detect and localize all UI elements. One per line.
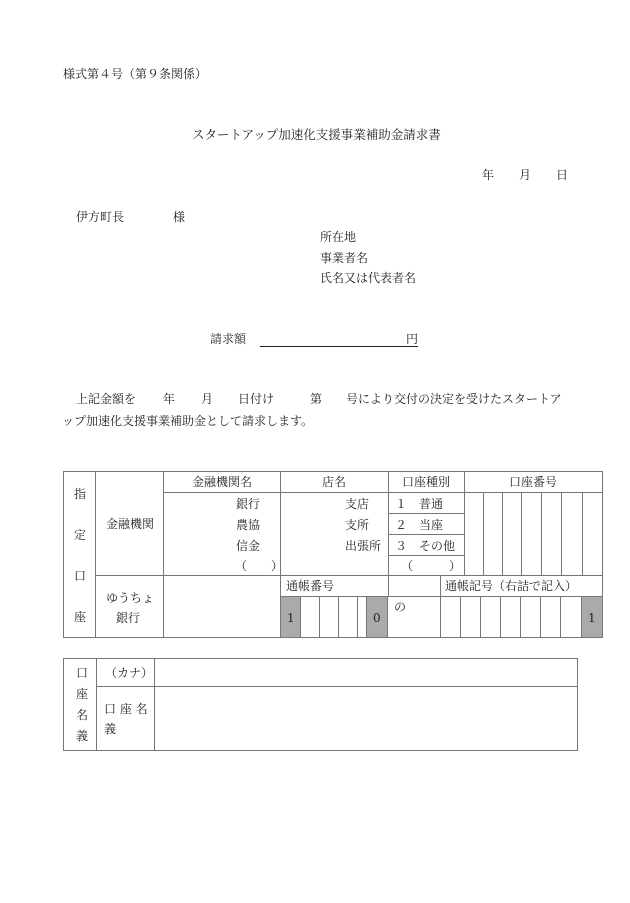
holder-side-label-4: 義 (76, 729, 89, 743)
holder-label-line2: 義 (104, 722, 117, 736)
body-part1: 上記金額を (76, 392, 137, 406)
branch-type-office: 出張所 (345, 539, 382, 553)
yucho-label-1: ゆうちょ (106, 591, 155, 605)
passbook-last-digit: 1 (588, 611, 596, 625)
passbook-number-label: 通帳番号 (286, 579, 335, 593)
holder-side-label-3: 名 (76, 708, 89, 722)
yucho-label-2: 銀行 (116, 611, 141, 625)
institution-type-agri: 農協 (236, 518, 261, 532)
side-label-2: 定 (74, 528, 87, 542)
institution-label: 金融機関 (106, 517, 155, 531)
amount-label: 請求額 (210, 332, 247, 346)
holder-side-label-2: 座 (76, 687, 89, 701)
amount-unit: 円 (406, 332, 419, 346)
body-part2: 年 (163, 392, 176, 406)
date-year: 年 (482, 168, 495, 182)
side-label-3: 口 (74, 569, 87, 583)
date-day: 日 (556, 168, 569, 182)
kana-input-area[interactable] (156, 660, 576, 685)
form-number: 様式第４号（第９条関係） (63, 67, 208, 81)
body-part5: 第 (310, 392, 323, 406)
business-name-label: 事業者名 (320, 251, 369, 265)
institution-type-other: （ ） (235, 559, 284, 573)
body-line2: ップ加速化支援事業補助金として請求します。 (62, 414, 314, 428)
institution-type-bank: 銀行 (236, 497, 261, 511)
no-particle: の (394, 600, 407, 614)
header-account-type: 口座種別 (402, 475, 451, 489)
passbook-symbol-label: 通帳記号（右詰で記入） (445, 579, 578, 593)
side-label-1: 指 (74, 487, 87, 501)
addressee-name: 伊方町長 (76, 210, 125, 224)
side-label-4: 座 (74, 610, 87, 624)
location-label: 所在地 (320, 230, 357, 244)
header-branch-name: 店名 (322, 475, 347, 489)
document-title: スタートアップ加速化支援事業補助金請求書 (192, 127, 441, 142)
date-month: 月 (519, 168, 532, 182)
holder-side-label-1: 口 (76, 666, 89, 680)
branch-type-branch: 支店 (345, 497, 370, 511)
kana-label: （カナ） (105, 666, 154, 680)
body-part3: 月 (201, 392, 214, 406)
branch-type-sub: 支所 (345, 518, 370, 532)
body-part6: 号により交付の決定を受けたスタートア (346, 392, 562, 406)
body-part4: 日付け (238, 392, 275, 406)
passbook-zero-digit: 0 (373, 611, 381, 625)
holder-label-line1: 口 座 名 (104, 702, 148, 716)
account-type-regular: １ 普通 (395, 497, 444, 511)
account-type-other: ３ その他 (395, 539, 456, 553)
account-type-checking: ２ 当座 (395, 518, 444, 532)
account-type-blank: （ ） (401, 559, 462, 573)
institution-type-shinkin: 信金 (236, 539, 261, 553)
header-account-number: 口座番号 (509, 475, 558, 489)
holder-name-input-area[interactable] (156, 688, 576, 749)
header-institution-name: 金融機関名 (192, 475, 253, 489)
passbook-prefix-digit: 1 (287, 611, 295, 625)
addressee-honorific: 様 (173, 210, 186, 224)
representative-label: 氏名又は代表者名 (320, 271, 417, 285)
